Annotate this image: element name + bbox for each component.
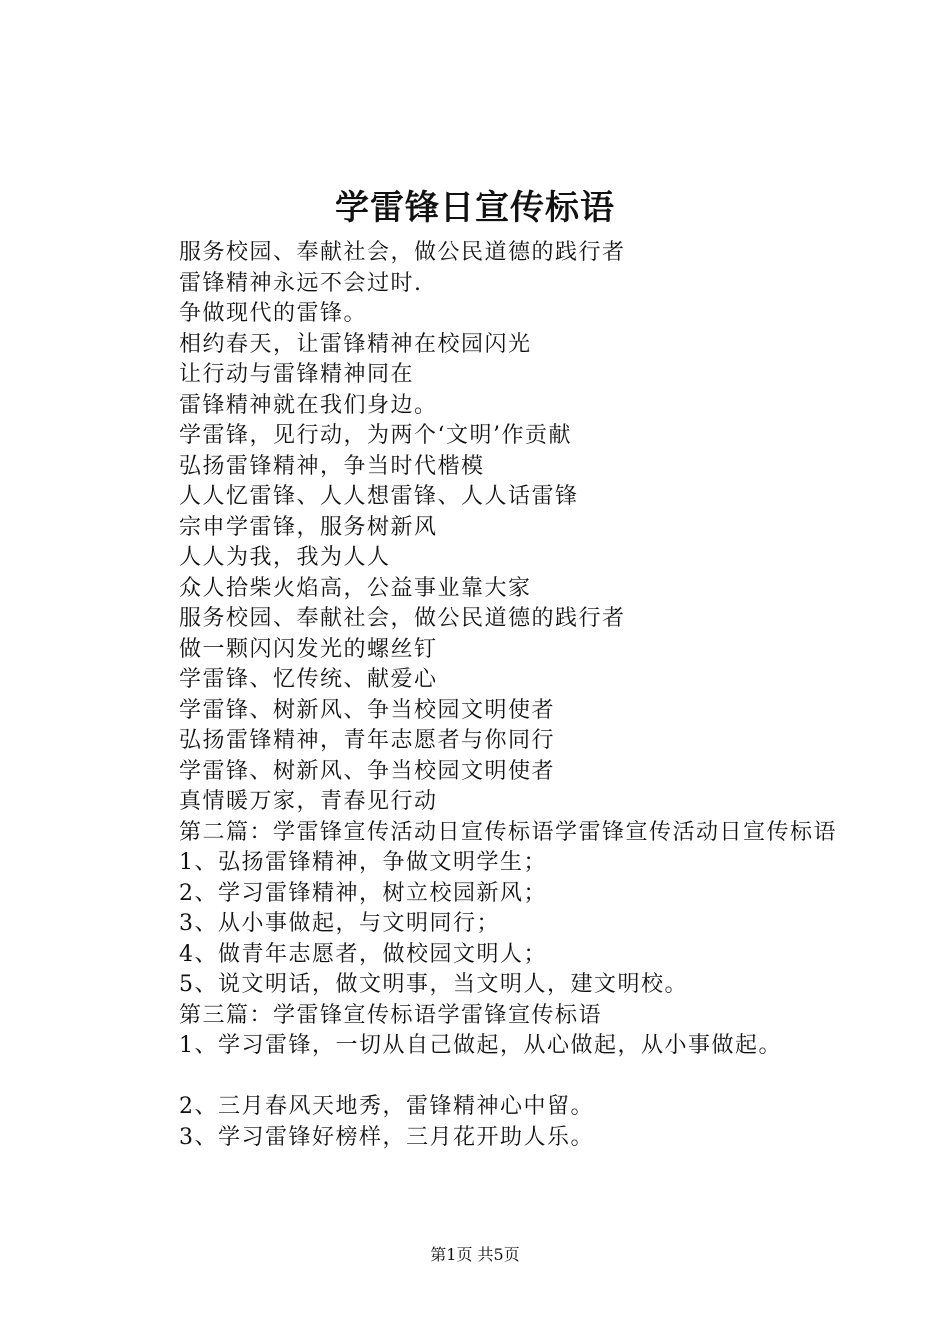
section-2-item: 1、弘扬雷锋精神，争做文明学生； [179, 850, 547, 875]
slogan-line: 真情暖万家，青春见行动 [179, 789, 438, 814]
slogan-line: 服务校园、奉献社会，做公民道德的践行者 [179, 606, 626, 631]
slogan-line: 相约春天，让雷锋精神在校园闪光 [179, 331, 532, 357]
document-title: 学雷锋日宣传标语 [335, 188, 615, 228]
section-2-item: 4、做青年志愿者，做校园文明人； [179, 941, 547, 967]
slogan-line: 弘扬雷锋精神，青年志愿者与你同行 [179, 728, 556, 753]
slogan-line: 人人为我，我为人人 [179, 545, 391, 570]
slogan-line: 让行动与雷锋精神同在 [179, 362, 415, 387]
section-2-heading: 第二篇：学雷锋宣传活动日宣传标语学雷锋宣传活动日宣传标语 [179, 819, 838, 845]
section-2-item: 3、从小事做起，与文明同行； [179, 911, 500, 936]
slogan-line: 学雷锋，见行动，为两个‘文明’作贡献 [179, 423, 572, 448]
page-footer: 第1页 共5页 [430, 1245, 520, 1264]
slogan-line: 争做现代的雷锋。 [179, 301, 368, 326]
section-3-item: 1、学习雷锋，一切从自己做起，从心做起，从小事做起。 [179, 1033, 782, 1058]
slogan-line: 做一颗闪闪发光的螺丝钉 [179, 636, 438, 662]
slogan-line: 雷锋精神永远不会过时. [179, 270, 423, 296]
slogan-line: 学雷锋、忆传统、献爱心 [179, 667, 438, 692]
section-3-item: 2、三月春风天地秀，雷锋精神心中留。 [179, 1094, 594, 1119]
section-2-item: 5、说文明话，做文明事，当文明人，建文明校。 [179, 972, 688, 997]
slogan-line: 服务校园、奉献社会，做公民道德的践行者 [179, 240, 626, 265]
slogan-line: 学雷锋、树新风、争当校园文明使者 [179, 697, 556, 723]
blank-line [130, 1062, 840, 1093]
section-2-item: 2、学习雷锋精神，树立校园新风； [179, 880, 547, 906]
slogan-line: 人人忆雷锋、人人想雷锋、人人话雷锋 [179, 484, 579, 509]
slogan-line: 宗申学雷锋，服务树新风 [179, 514, 438, 540]
slogan-line: 众人拾柴火焰高，公益事业靠大家 [179, 575, 532, 601]
document-body [130, 238, 840, 1153]
slogan-line: 雷锋精神就在我们身边。 [179, 392, 438, 418]
section-3-heading: 第三篇：学雷锋宣传标语学雷锋宣传标语 [179, 1002, 603, 1028]
section-3-item: 3、学习雷锋好榜样，三月花开助人乐。 [179, 1124, 594, 1150]
slogan-line: 学雷锋、树新风、争当校园文明使者 [179, 758, 556, 784]
slogan-line: 弘扬雷锋精神，争当时代楷模 [179, 453, 485, 479]
